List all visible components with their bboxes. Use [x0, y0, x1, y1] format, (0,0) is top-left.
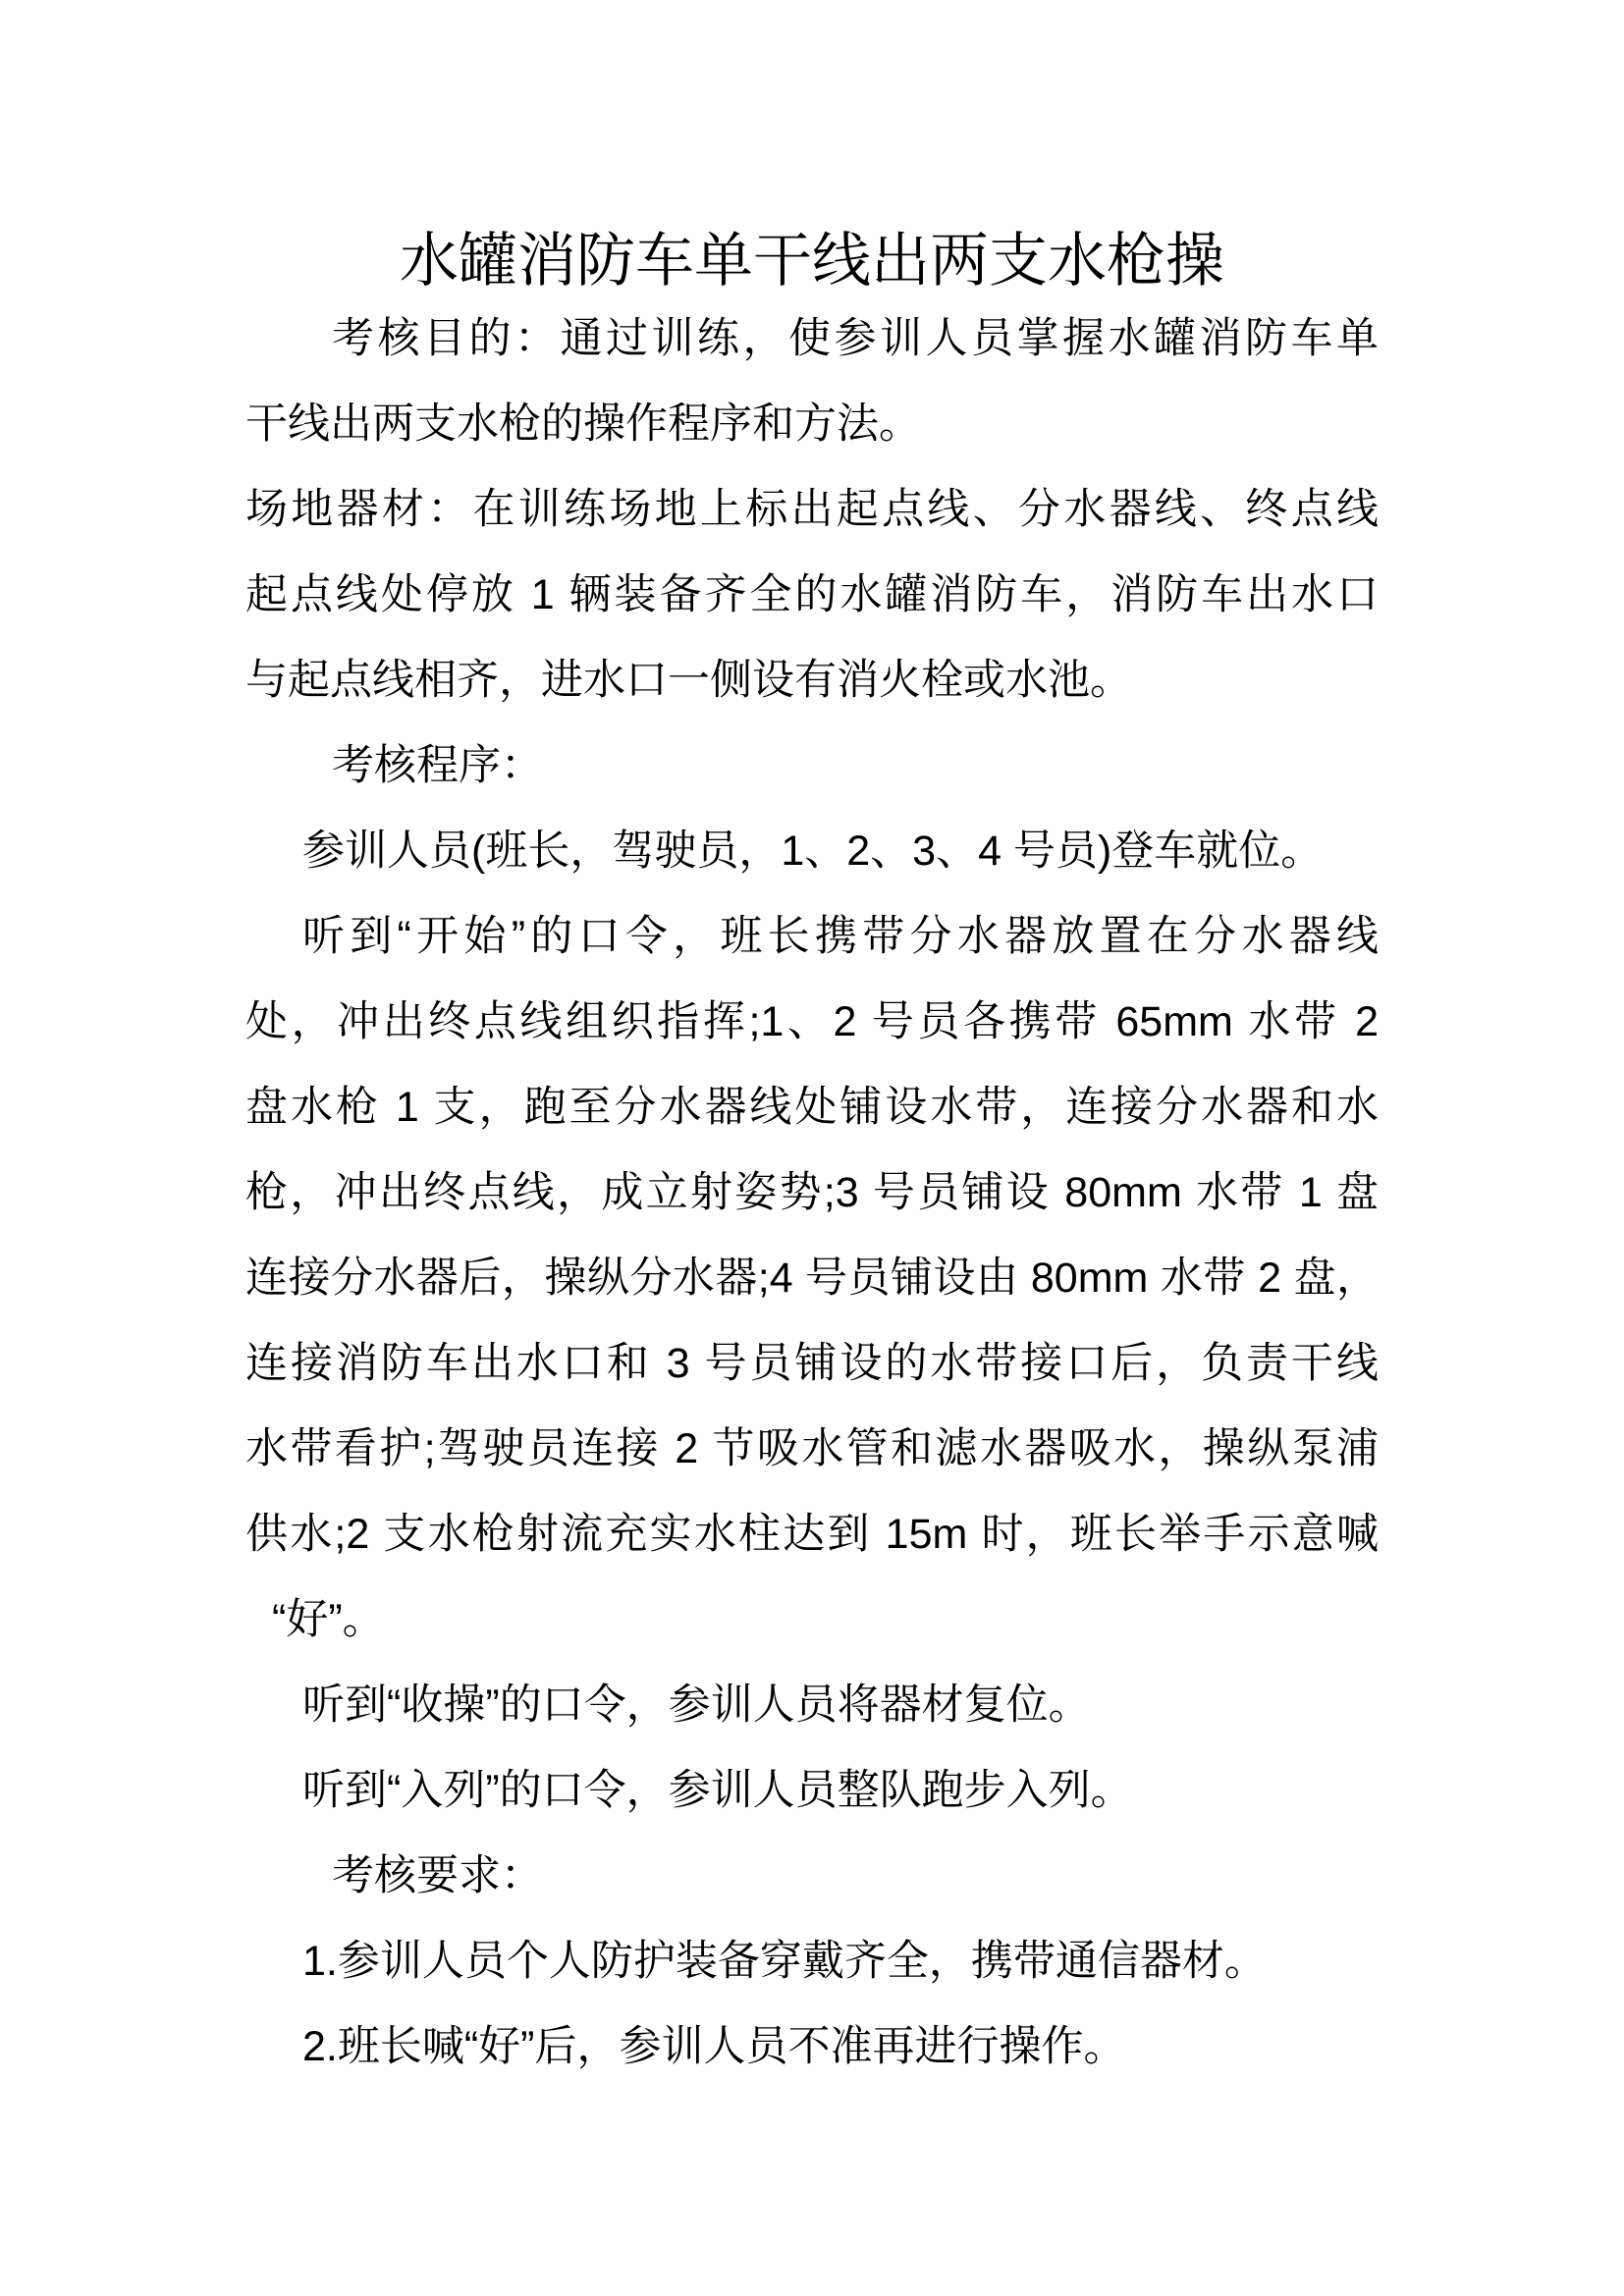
doc-line: 枪，冲出终点线，成立射姿势;3 号员铺设 80mm 水带 1 盘	[245, 1169, 1379, 1216]
doc-line: 2.班长喊“好”后，参训人员不准再进行操作。	[302, 2023, 1126, 2070]
doc-line: 考核要求：	[332, 1852, 543, 1899]
doc-line: 听到“入列”的口令，参训人员整队跑步入列。	[302, 1767, 1133, 1814]
doc-line: 连接分水器后，操纵分水器;4 号员铺设由 80mm 水带 2 盘，	[245, 1255, 1379, 1302]
doc-line: 考核程序：	[332, 742, 543, 789]
doc-line: 起点线处停放 1 辆装备齐全的水罐消防车，消防车出水口	[245, 571, 1379, 618]
doc-line: 场地器材：在训练场地上标出起点线、分水器线、终点线	[245, 486, 1379, 533]
doc-line: 处，冲出终点线组织指挥;1、2 号员各携带 65mm 水带 2	[245, 998, 1379, 1045]
doc-line: 干线出两支水枪的操作程序和方法。	[245, 400, 921, 448]
doc-line: 水带看护;驾驶员连接 2 节吸水管和滤水器吸水，操纵泵浦	[245, 1425, 1379, 1472]
doc-line: 与起点线相齐，进水口一侧设有消火栓或水池。	[245, 657, 1132, 704]
doc-line: 考核目的：通过训练，使参训人员掌握水罐消防车单	[332, 315, 1379, 362]
doc-line: 盘水枪 1 支，跑至分水器线处铺设水带，连接分水器和水	[245, 1084, 1379, 1131]
doc-line: 听到“开始”的口令，班长携带分水器放置在分水器线	[302, 913, 1379, 960]
doc-line: 听到“收操”的口令，参训人员将器材复位。	[302, 1682, 1091, 1729]
doc-line: 参训人员(班长，驾驶员，1、2、3、4 号员)登车就位。	[302, 828, 1324, 875]
doc-line: “好”。	[272, 1596, 385, 1643]
doc-line: 供水;2 支水枪射流充实水柱达到 15m 时，班长举手示意喊	[245, 1511, 1379, 1558]
document-title: 水罐消防车单干线出两支水枪操	[400, 228, 1224, 294]
doc-line: 1.参训人员个人防护装备穿戴齐全，携带通信器材。	[302, 1938, 1267, 1985]
doc-line: 连接消防车出水口和 3 号员铺设的水带接口后，负责干线	[245, 1340, 1379, 1387]
document-body	[245, 296, 1379, 2090]
